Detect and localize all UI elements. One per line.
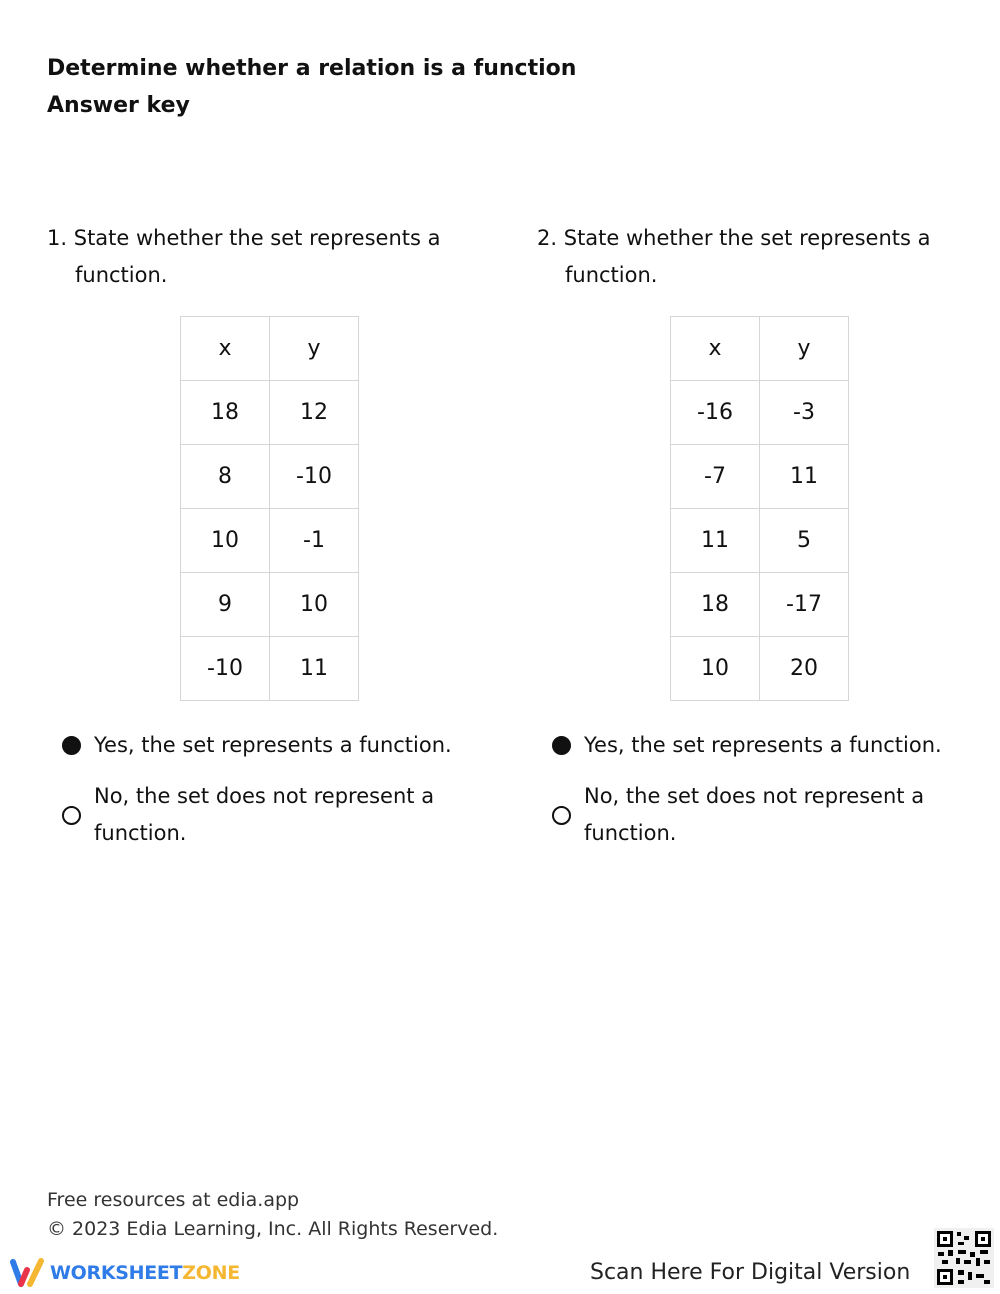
table-row <box>671 573 849 637</box>
table-row <box>671 445 849 509</box>
copyright: © 2023 Edia Learning, Inc. All Rights Reserved. <box>47 1218 499 1240</box>
question-2 <box>537 220 977 866</box>
qr-code-icon[interactable] <box>934 1228 994 1288</box>
answer-options <box>62 727 487 852</box>
header-y: y <box>760 317 849 381</box>
cell-x: 11 <box>671 509 760 573</box>
logo-text: WORKSHEETZONE <box>50 1262 240 1284</box>
radio-selected-icon[interactable] <box>62 736 81 755</box>
cell-x: 10 <box>671 637 760 701</box>
cell-y: 10 <box>270 573 359 637</box>
header-x: x <box>671 317 760 381</box>
header-x: x <box>181 317 270 381</box>
cell-y: -1 <box>270 509 359 573</box>
cell-x: 18 <box>671 573 760 637</box>
radio-unselected-icon[interactable] <box>62 806 81 825</box>
xy-table <box>180 316 359 701</box>
radio-unselected-icon[interactable] <box>552 806 571 825</box>
cell-y: 11 <box>270 637 359 701</box>
answer-options <box>552 727 977 852</box>
table-row <box>671 381 849 445</box>
table-row <box>181 445 359 509</box>
radio-selected-icon[interactable] <box>552 736 571 755</box>
table-row <box>181 381 359 445</box>
option-no[interactable]: No, the set does not represent a function. <box>552 778 977 852</box>
cell-x: 10 <box>181 509 270 573</box>
xy-table <box>670 316 849 701</box>
worksheetzone-logo <box>10 1258 240 1288</box>
table-row <box>671 637 849 701</box>
cell-y: 5 <box>760 509 849 573</box>
cell-y: -17 <box>760 573 849 637</box>
worksheet-title: Determine whether a relation is a function <box>47 56 577 81</box>
table-header-row <box>181 317 359 381</box>
scan-text: Scan Here For Digital Version <box>590 1260 911 1285</box>
cell-y: -10 <box>270 445 359 509</box>
footer-text <box>47 1186 498 1244</box>
table-row <box>181 637 359 701</box>
option-yes[interactable]: Yes, the set represents a function. <box>552 727 977 764</box>
question-1 <box>47 220 487 866</box>
header-y: y <box>270 317 359 381</box>
cell-x: -16 <box>671 381 760 445</box>
table-row <box>671 509 849 573</box>
logo-w-icon <box>10 1258 46 1288</box>
cell-x: 9 <box>181 573 270 637</box>
table-header-row <box>671 317 849 381</box>
cell-y: -3 <box>760 381 849 445</box>
cell-y: 11 <box>760 445 849 509</box>
worksheet-header <box>47 50 576 124</box>
table-row <box>181 573 359 637</box>
option-no[interactable]: No, the set does not represent a function. <box>62 778 487 852</box>
option-yes[interactable]: Yes, the set represents a function. <box>62 727 487 764</box>
cell-x: -7 <box>671 445 760 509</box>
cell-y: 12 <box>270 381 359 445</box>
table-row <box>181 509 359 573</box>
question-prompt: 2. State whether the set represents a function. <box>537 226 931 287</box>
worksheet-subtitle: Answer key <box>47 93 190 118</box>
cell-x: -10 <box>181 637 270 701</box>
question-prompt: 1. State whether the set represents a function. <box>47 226 441 287</box>
cell-x: 18 <box>181 381 270 445</box>
resources-link[interactable]: Free resources at edia.app <box>47 1189 300 1211</box>
cell-y: 20 <box>760 637 849 701</box>
cell-x: 8 <box>181 445 270 509</box>
